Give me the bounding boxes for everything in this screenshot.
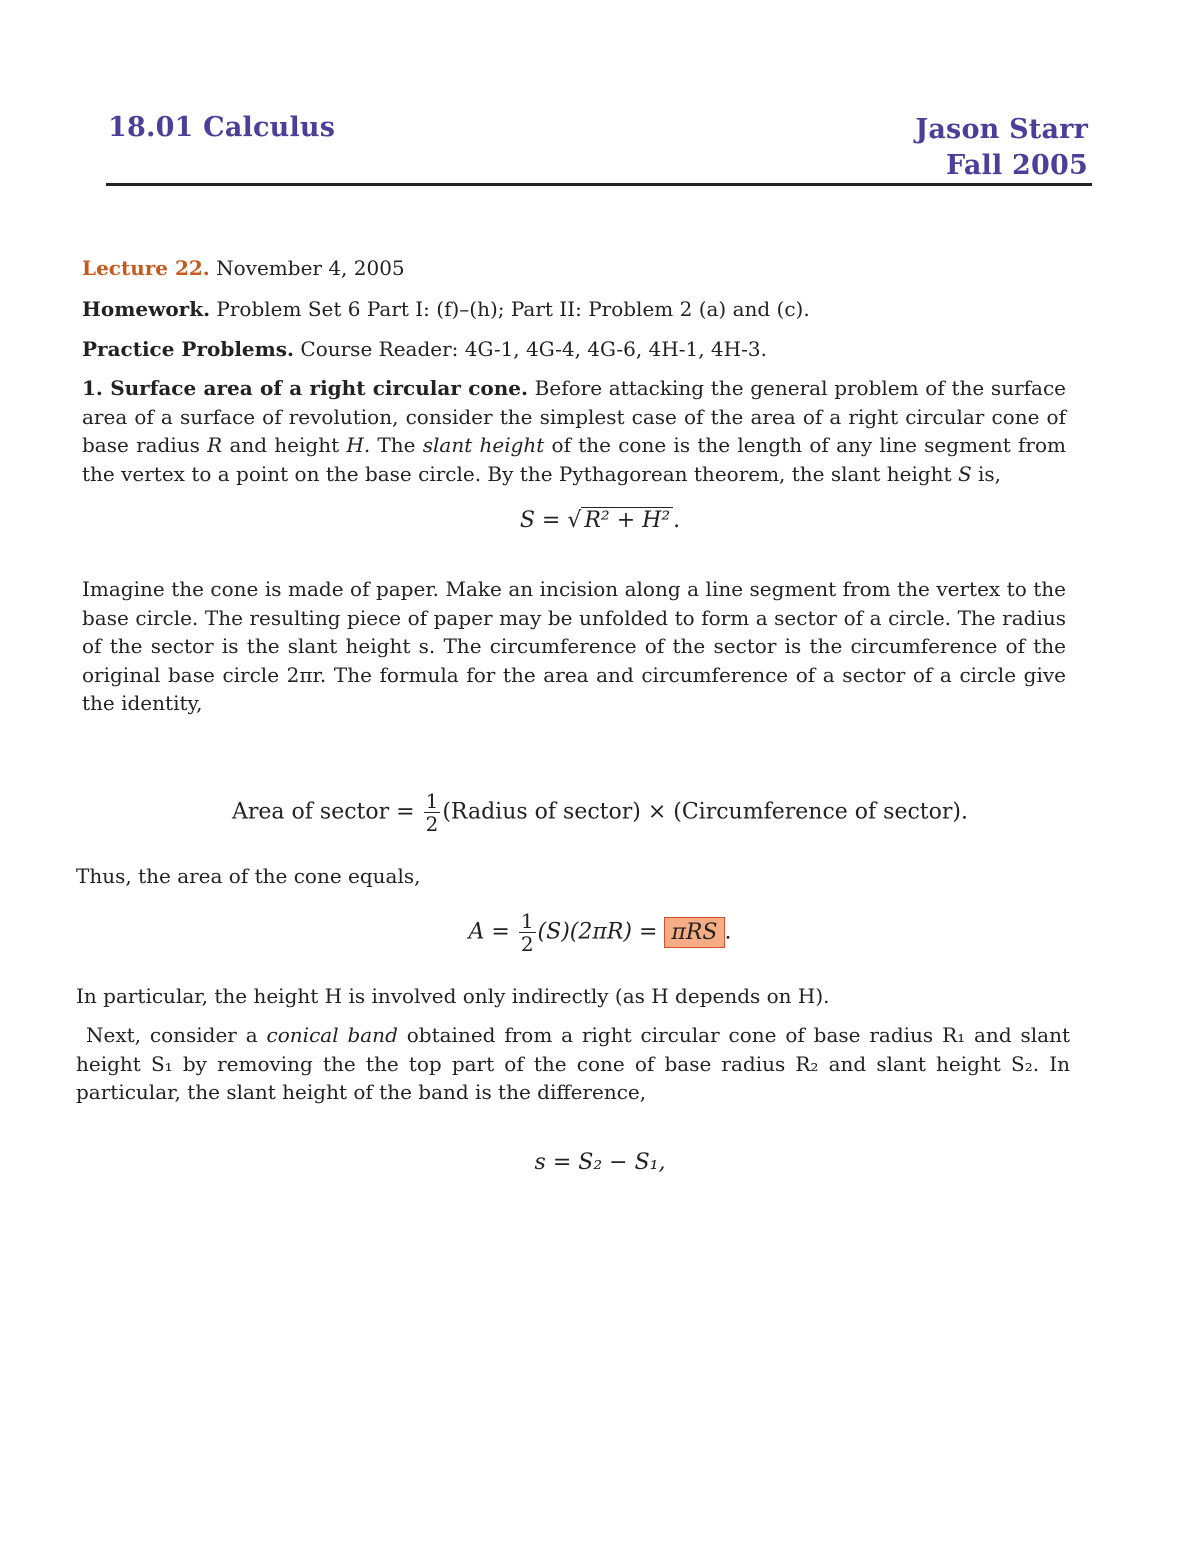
paragraph-paper-cone: Imagine the cone is made of paper. Make an incision along a line segment from the vertex to the base circle. The resulting piece of paper may be unfolded to form a sector of a circle. The radius of the sector is the slant height s. The circumference of the sector is the circumference of the original base circle 2πr. The formula for the area and circumference of a sector of a circle give the identity, (82, 577, 1066, 715)
equation-lhs: S = (519, 508, 561, 533)
section1-heading: 1. Surface area of a right circular cone. (82, 376, 528, 400)
equation-slant-height (0, 508, 1200, 533)
numerator: 1 (425, 789, 439, 813)
equation-lhs: Area of sector = (232, 799, 415, 825)
paragraph-thus: Thus, the area of the cone equals, (76, 864, 421, 888)
denominator: 2 (520, 932, 534, 956)
practice-line (82, 335, 767, 363)
course-title: 18.01 Calculus (108, 112, 336, 143)
sqrt-icon: √ (567, 508, 582, 533)
paragraph-text: and height (222, 433, 347, 457)
fraction-half (519, 910, 536, 955)
section1-paragraph (82, 374, 1066, 488)
equation-end: . (673, 508, 681, 533)
term: Fall 2005 (945, 150, 1088, 181)
highlighted-result: πRS (664, 917, 724, 948)
equation-cone-area (0, 910, 1200, 955)
homework-line (82, 295, 810, 323)
homework-label: Homework. (82, 297, 211, 321)
lecture-line (82, 254, 405, 282)
practice-text: Course Reader: 4G-1, 4G-4, 4G-6, 4H-1, 4H-3. (300, 337, 767, 361)
paragraph-text: Next, consider a (86, 1023, 267, 1047)
emphasis-term: slant height (422, 433, 545, 457)
math-symbol: R (207, 433, 223, 457)
paragraph-text: Before attacking the general problem of the surface area of a surface of revolution, consider the simplest case of the area of a right circular cone of base radius (82, 376, 1066, 457)
header-rule (106, 183, 1092, 186)
math-symbol: S (957, 461, 972, 486)
emphasis-term: conical band (266, 1023, 398, 1047)
equation-radicand: R² + H² (581, 507, 673, 533)
practice-label: Practice Problems. (82, 337, 295, 361)
paragraph-text: obtained from a right circular cone of base radius R₁ and slant height S₁ by removing the the top part of the cone of base radius R₂ and slant height S₂. In particular, the slant height of the band is the difference, (76, 1023, 1070, 1104)
instructor-name: Jason Starr (915, 114, 1088, 145)
equation-lhs: A = (468, 919, 510, 945)
lecture-date: November 4, 2005 (216, 256, 405, 280)
denominator: 2 (425, 812, 439, 836)
homework-text: Problem Set 6 Part I: (f)–(h); Part II: Problem 2 (a) and (c). (216, 297, 810, 321)
fraction-half (424, 790, 441, 835)
equation-end: . (724, 919, 732, 945)
numerator: 1 (520, 909, 534, 933)
math-symbol: H (346, 433, 364, 457)
header-right (915, 112, 1088, 184)
paragraph-text: . The (363, 433, 423, 457)
paragraph-text: is, (971, 461, 1002, 486)
equation-sector-area (0, 790, 1200, 835)
equation-band-slant: s = S₂ − S₁, (534, 1150, 666, 1175)
paragraph-in-particular: In particular, the height H is involved only indirectly (as H depends on H). (76, 984, 830, 1008)
equation-middle: (S)(2πR) = (537, 919, 658, 945)
paragraph-conical-band (76, 1021, 1070, 1107)
paragraph-text: of the cone is the length of any line segment from the vertex to a point on the base circle. By the Pythagorean theorem, the slant height (82, 433, 1067, 486)
equation-rhs: (Radius of sector) × (Circumference of sector). (442, 799, 968, 825)
lecture-label: Lecture 22. (82, 256, 210, 280)
